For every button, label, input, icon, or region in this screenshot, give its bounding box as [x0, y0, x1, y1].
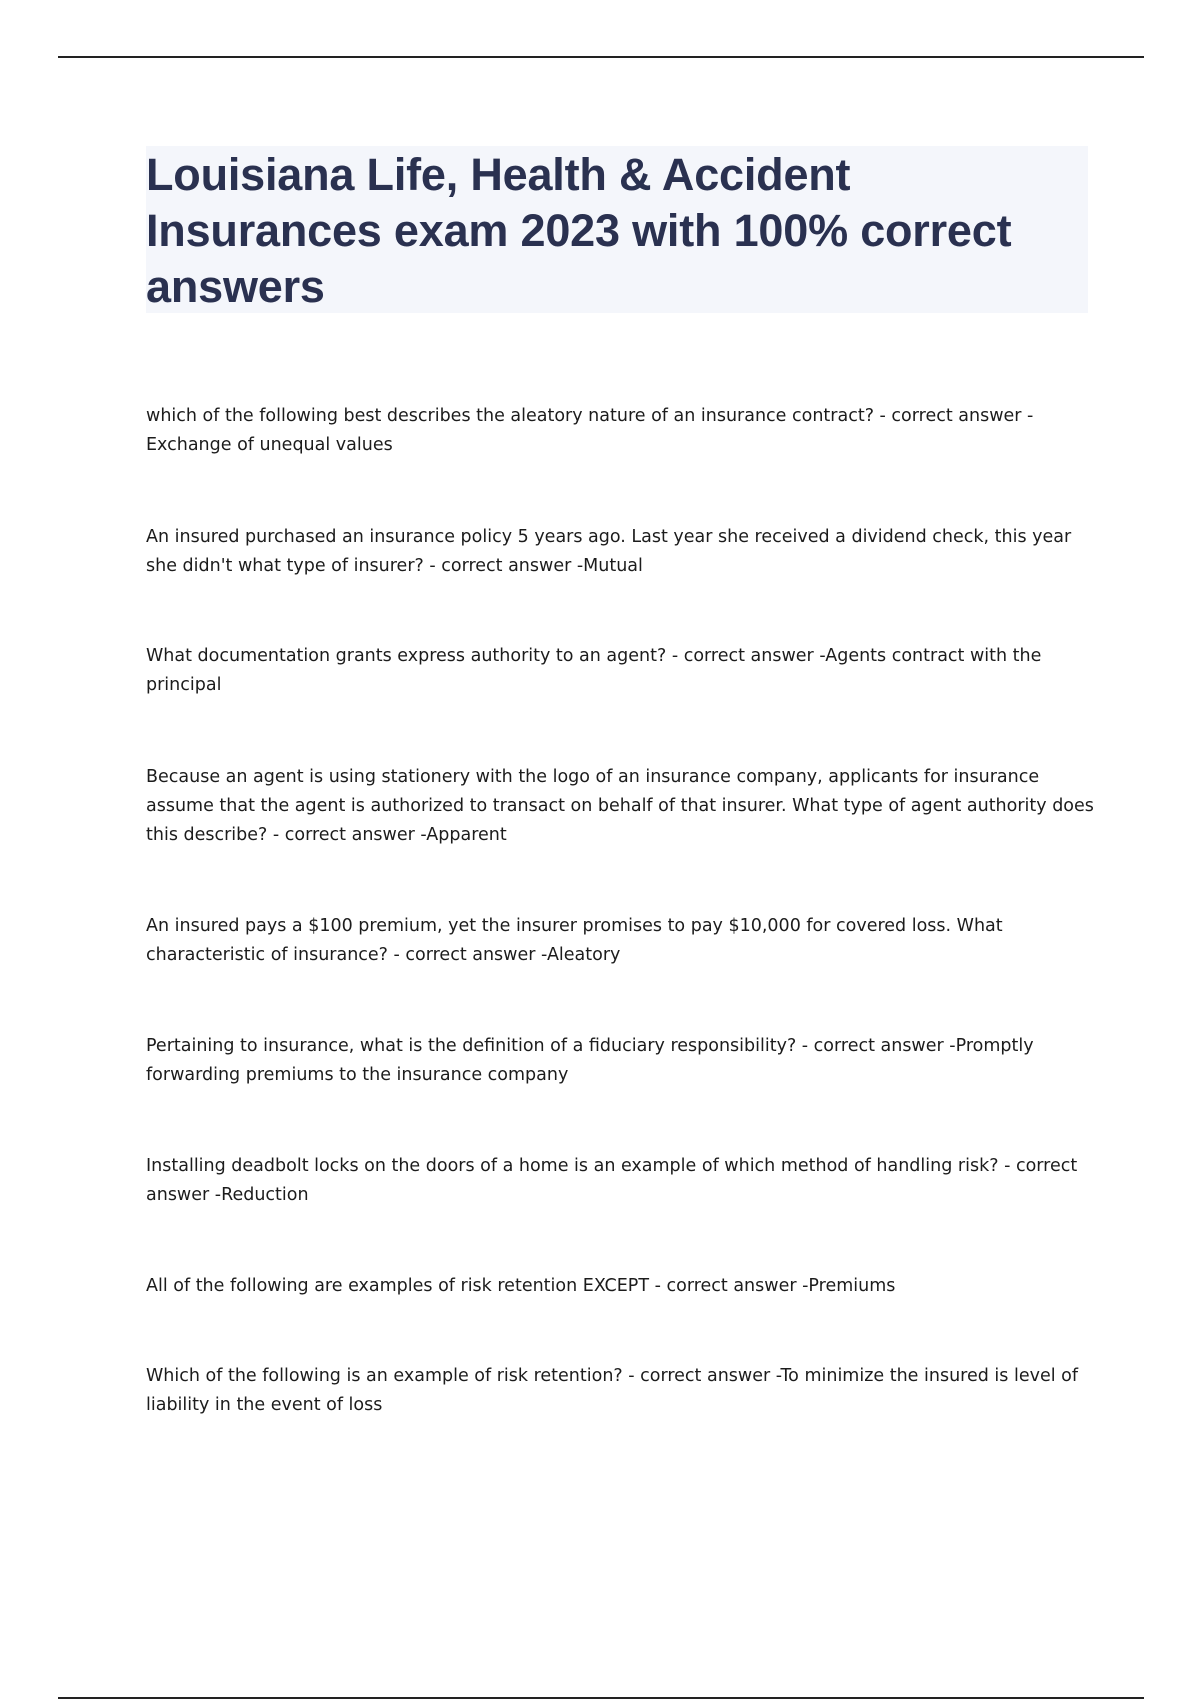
document-title: Louisiana Life, Health & Accident Insurances exam 2023 with 100% correct answers — [146, 149, 1012, 312]
qa-item-7: Installing deadbolt locks on the doors of a home is an example of which method of handling risk? - correct answer -Reduction — [146, 1156, 1078, 1205]
qa-item-5: An insured pays a $100 premium, yet the insurer promises to pay $10,000 for covered loss. What characteristic of insurance? - correct answer -Aleatory — [146, 916, 1003, 965]
qa-item-9: Which of the following is an example of risk retention? - correct answer -To minimize the insured is level of liability in the event of loss — [146, 1366, 1079, 1415]
bottom-rule — [58, 1697, 1144, 1699]
qa-item-4: Because an agent is using stationery with the logo of an insurance company, applicants for insurance assume that the agent is authorized to transact on behalf of that insurer. What type of agent authority does this describe? - correct answer -Apparent — [146, 767, 1094, 845]
qa-item-8: All of the following are examples of risk retention EXCEPT - correct answer -Premiums — [146, 1276, 896, 1296]
qa-item-2: An insured purchased an insurance policy 5 years ago. Last year she received a dividend check, this year she didn't what type of insurer? - correct answer -Mutual — [146, 527, 1072, 576]
qa-item-3: What documentation grants express authority to an agent? - correct answer -Agents contract with the principal — [146, 646, 1042, 695]
qa-item-6: Pertaining to insurance, what is the definition of a fiduciary responsibility? - correct answer -Promptly forwarding premiums to the insurance company — [146, 1036, 1034, 1085]
title-banner — [146, 146, 1088, 313]
top-rule — [58, 56, 1144, 58]
qa-item-1: which of the following best describes the aleatory nature of an insurance contract? - correct answer -Exchange of unequal values — [146, 406, 1034, 455]
